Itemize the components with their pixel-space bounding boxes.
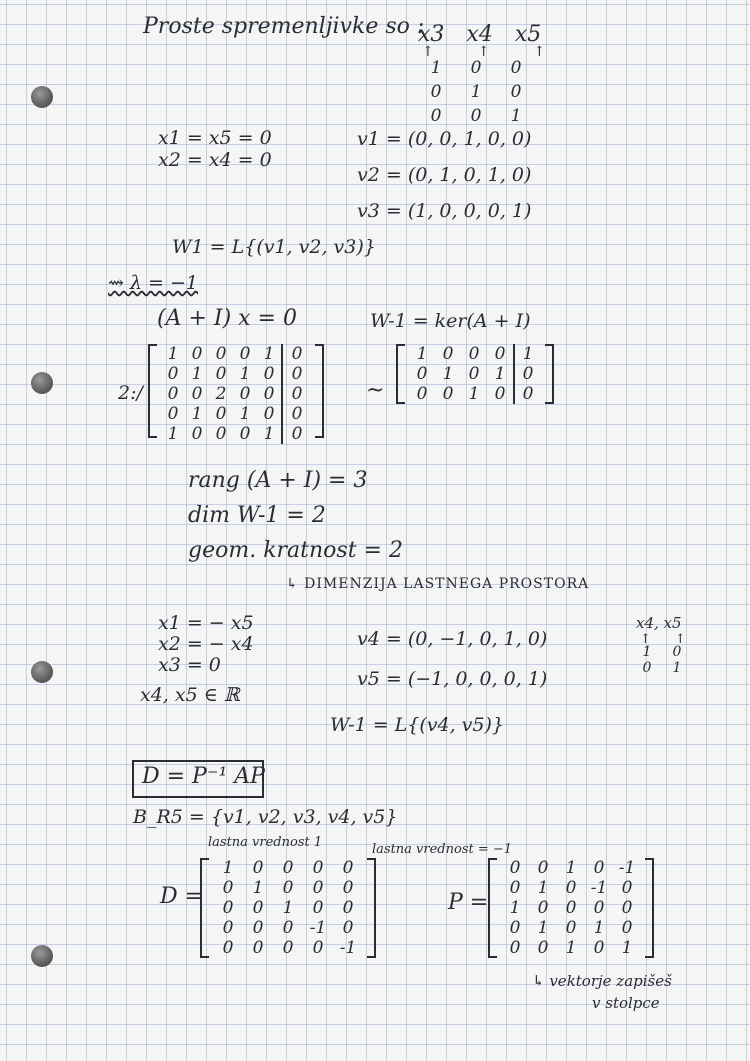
rank-statement: rang (A + I) = 3 [188,468,368,493]
augmented-matrix: 1 0 0 0 1 0 0 1 0 1 0 0 0 0 2 0 0 0 0 1 0 1 0 0 1 0 0 0 1 0 [148,344,324,438]
free-variables-choice-table-2: 1 0 0 1 [642,644,682,676]
eigenspace-dimension-note: ↳ DIMENZIJA LASTNEGA PROSTORA [286,576,590,592]
matrix-row-operation-label: 2:/ [118,382,143,404]
vector-v3: v3 = (1, 0, 0, 0, 1) [357,200,532,222]
vector-v2: v2 = (0, 1, 0, 1, 0) [357,164,532,186]
punch-hole-bottom [31,945,53,967]
free-variables-choice-table: 1 0 0 0 1 0 0 0 1 [430,58,522,126]
free-variables-arrows: ↑ ↑ ↑ [422,44,546,60]
zero-equation-2: x2 = x4 = 0 [158,149,272,171]
p-matrix-note-1: ↳ vektorje zapišeš [532,972,672,990]
reduced-matrix: 1 0 0 0 1 0 1 0 1 0 0 0 1 0 0 [396,344,554,404]
diagonalization-formula: D = P⁻¹ AP [142,764,265,789]
eigenbasis: B_R5 = {v1, v2, v3, v4, v5} [133,806,398,828]
dimension-statement: dim W-1 = 2 [188,503,326,528]
punch-hole-lower [31,661,53,683]
p-matrix: 0 0 1 0 -1 0 1 0 -1 0 1 0 0 0 0 0 1 0 1 0 0 0 1 0 1 [488,858,654,958]
homogeneous-equation: (A + I) x = 0 [157,306,297,331]
eigenvalue-note-1: lastna vrednost 1 [208,835,323,850]
row-equivalence-tilde: ~ [366,378,385,403]
solution-equation-1: x1 = − x5 [158,612,254,634]
free-var: x4 [466,22,493,47]
eigenspace-w1: W1 = L{(v1, v2, v3)} [172,236,376,258]
free-var: x3 [418,22,445,47]
geometric-multiplicity: geom. kratnost = 2 [188,538,403,563]
solution-equation-3: x3 = 0 [158,654,221,676]
eigenspace-w-minus-1: W-1 = L{(v4, v5)} [330,714,504,736]
free-variables-title: Proste spremenljivke so : [143,14,425,39]
kernel-definition: W-1 = ker(A + I) [370,310,531,332]
free-variables-header-2: x4, x5 [636,614,682,632]
vector-v5: v5 = (−1, 0, 0, 0, 1) [357,668,548,690]
punch-hole-top [31,86,53,108]
eigenvalue-minus-one: ⇝ λ = −1 [108,272,199,294]
solution-equation-2: x2 = − x4 [158,633,254,655]
vector-v1: v1 = (0, 0, 1, 0, 0) [357,128,532,150]
vector-v4: v4 = (0, −1, 0, 1, 0) [357,628,548,650]
free-variables-arrows-2: ↑ ↑ [640,632,686,647]
punch-hole-upper [31,372,53,394]
p-matrix-label: P = [448,890,489,915]
d-matrix-label: D = [160,884,204,909]
zero-equation-1: x1 = x5 = 0 [158,127,272,149]
eigenvalue-note-minus-1: lastna vrednost = −1 [372,842,513,857]
p-matrix-note-2: v stolpce [592,994,660,1012]
free-var: x5 [514,22,542,47]
d-matrix: 1 0 0 0 0 0 1 0 0 0 0 0 1 0 0 0 0 0 -1 0 0 0 0 0 -1 [200,858,376,958]
free-variables-real: x4, x5 ∈ ℝ [140,684,240,706]
